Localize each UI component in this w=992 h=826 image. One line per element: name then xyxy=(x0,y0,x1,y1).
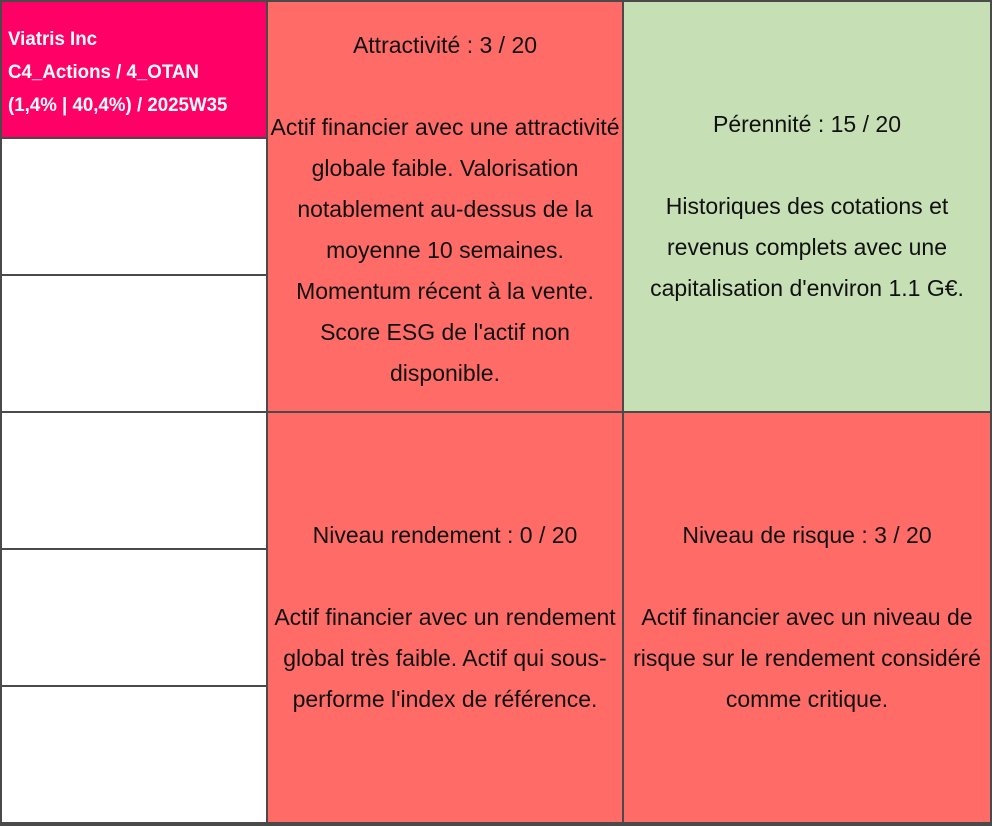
asset-meta: (1,4% | 40,4%) / 2025W35 xyxy=(8,95,228,116)
asset-category: C4_Actions / 4_OTAN xyxy=(8,62,199,83)
attractivite-title: Attractivité : 3 / 20 xyxy=(352,32,538,58)
blank-cell xyxy=(2,413,266,548)
blank-cell xyxy=(2,139,266,274)
rendement-panel xyxy=(268,413,622,822)
perennite-title: Pérennité : 15 / 20 xyxy=(713,111,901,137)
attractivite-description: Actif financier avec une attractivité globale faible. Valorisation notablement au-dessus de la moyenne 10 semaines. Momentum récent à la vente. Score ESG de l'actif non disponible. xyxy=(270,114,620,386)
risque-description: Actif financier avec un niveau de risque sur le rendement considéré comme critique. xyxy=(633,604,981,712)
rendement-description: Actif financier avec un rendement global très faible. Actif qui sous-performe l'index de référence. xyxy=(274,604,616,712)
perennite-panel xyxy=(624,2,990,411)
perennite-description: Historiques des cotations et revenus complets avec une capitalisation d'environ 1.1 G€. xyxy=(650,193,964,301)
risque-panel xyxy=(624,413,990,822)
risque-title: Niveau de risque : 3 / 20 xyxy=(682,522,932,548)
asset-name: Viatris Inc xyxy=(8,29,98,50)
blank-cell xyxy=(2,276,266,411)
blank-cell xyxy=(2,687,266,822)
attractivite-panel xyxy=(268,2,622,411)
rendement-title: Niveau rendement : 0 / 20 xyxy=(312,522,578,548)
blank-cell xyxy=(2,550,266,685)
asset-header xyxy=(2,2,266,137)
